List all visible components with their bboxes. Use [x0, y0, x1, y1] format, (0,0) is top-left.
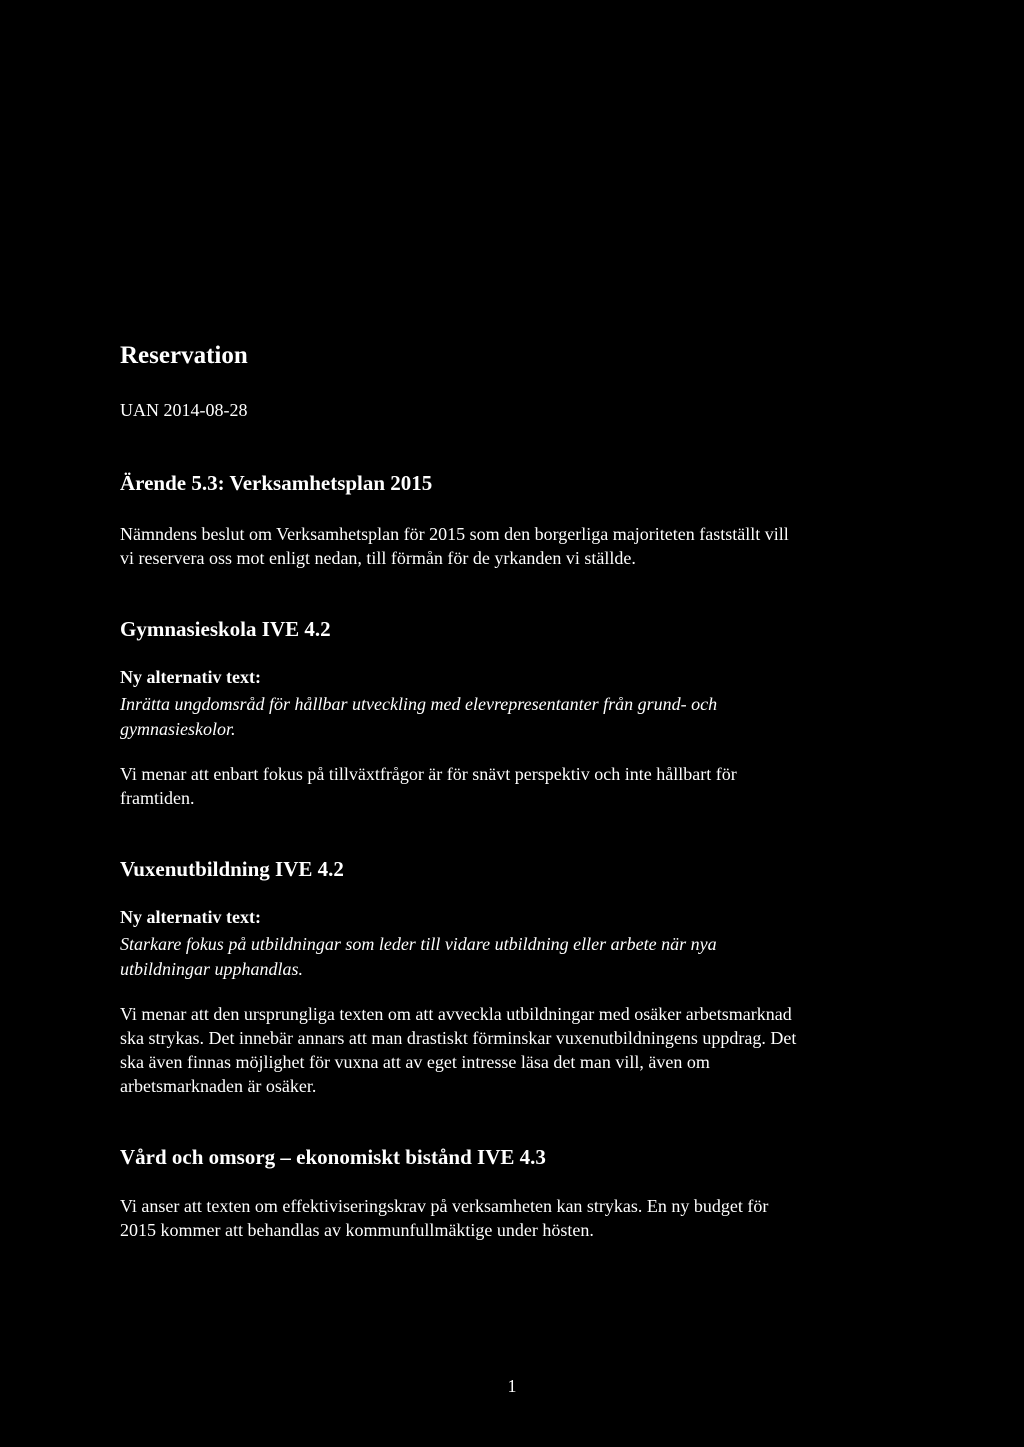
alternative-text-label: Ny alternativ text:: [120, 667, 261, 687]
section-heading-gymnasieskola: Gymnasieskola IVE 4.2: [120, 617, 331, 641]
document-title: Reservation: [120, 342, 248, 369]
section-body-line: ska strykas. Det innebär annars att man drastiskt förminskar vuxenutbildningens uppdrag. Det: [120, 1028, 797, 1048]
alternative-text-line: Inrätta ungdomsråd för hållbar utveckling med elevrepresentanter från grund- och: [120, 694, 718, 714]
section-body-line: framtiden.: [120, 788, 195, 808]
intro-line: Nämndens beslut om Verksamhetsplan för 2015 som den borgerliga majoriteten fastställt vill: [120, 524, 789, 544]
case-heading: Ärende 5.3: Verksamhetsplan 2015: [120, 471, 433, 495]
alternative-text-line: gymnasieskolor.: [120, 719, 236, 739]
page-number: 1: [507, 1376, 517, 1396]
alternative-text-label: Ny alternativ text:: [120, 907, 261, 927]
section-body-line: ska även finnas möjlighet för vuxna att av eget intresse läsa det man vill, även om: [120, 1052, 710, 1072]
section-body-line: arbetsmarknaden är osäker.: [120, 1076, 317, 1096]
section-body-line: Vi anser att texten om effektiviseringskrav på verksamheten kan strykas. En ny budget för: [120, 1196, 769, 1216]
section-body-line: Vi menar att den ursprungliga texten om att avveckla utbildningar med osäker arbetsmarknad: [120, 1004, 792, 1024]
section-body-line: Vi menar att enbart fokus på tillväxtfrågor är för snävt perspektiv och inte hållbart för: [120, 764, 737, 784]
meeting-date: UAN 2014-08-28: [120, 400, 248, 420]
intro-line: vi reservera oss mot enligt nedan, till förmån för de yrkanden vi ställde.: [120, 548, 636, 568]
alternative-text-line: Starkare fokus på utbildningar som leder till vidare utbildning eller arbete när nya: [120, 934, 717, 954]
alternative-text-line: utbildningar upphandlas.: [120, 959, 304, 979]
section-body-line: 2015 kommer att behandlas av kommunfullmäktige under hösten.: [120, 1220, 594, 1240]
section-heading-vard-och-omsorg: Vård och omsorg – ekonomiskt bistånd IVE 4.3: [120, 1145, 546, 1169]
section-heading-vuxenutbildning: Vuxenutbildning IVE 4.2: [120, 857, 344, 881]
